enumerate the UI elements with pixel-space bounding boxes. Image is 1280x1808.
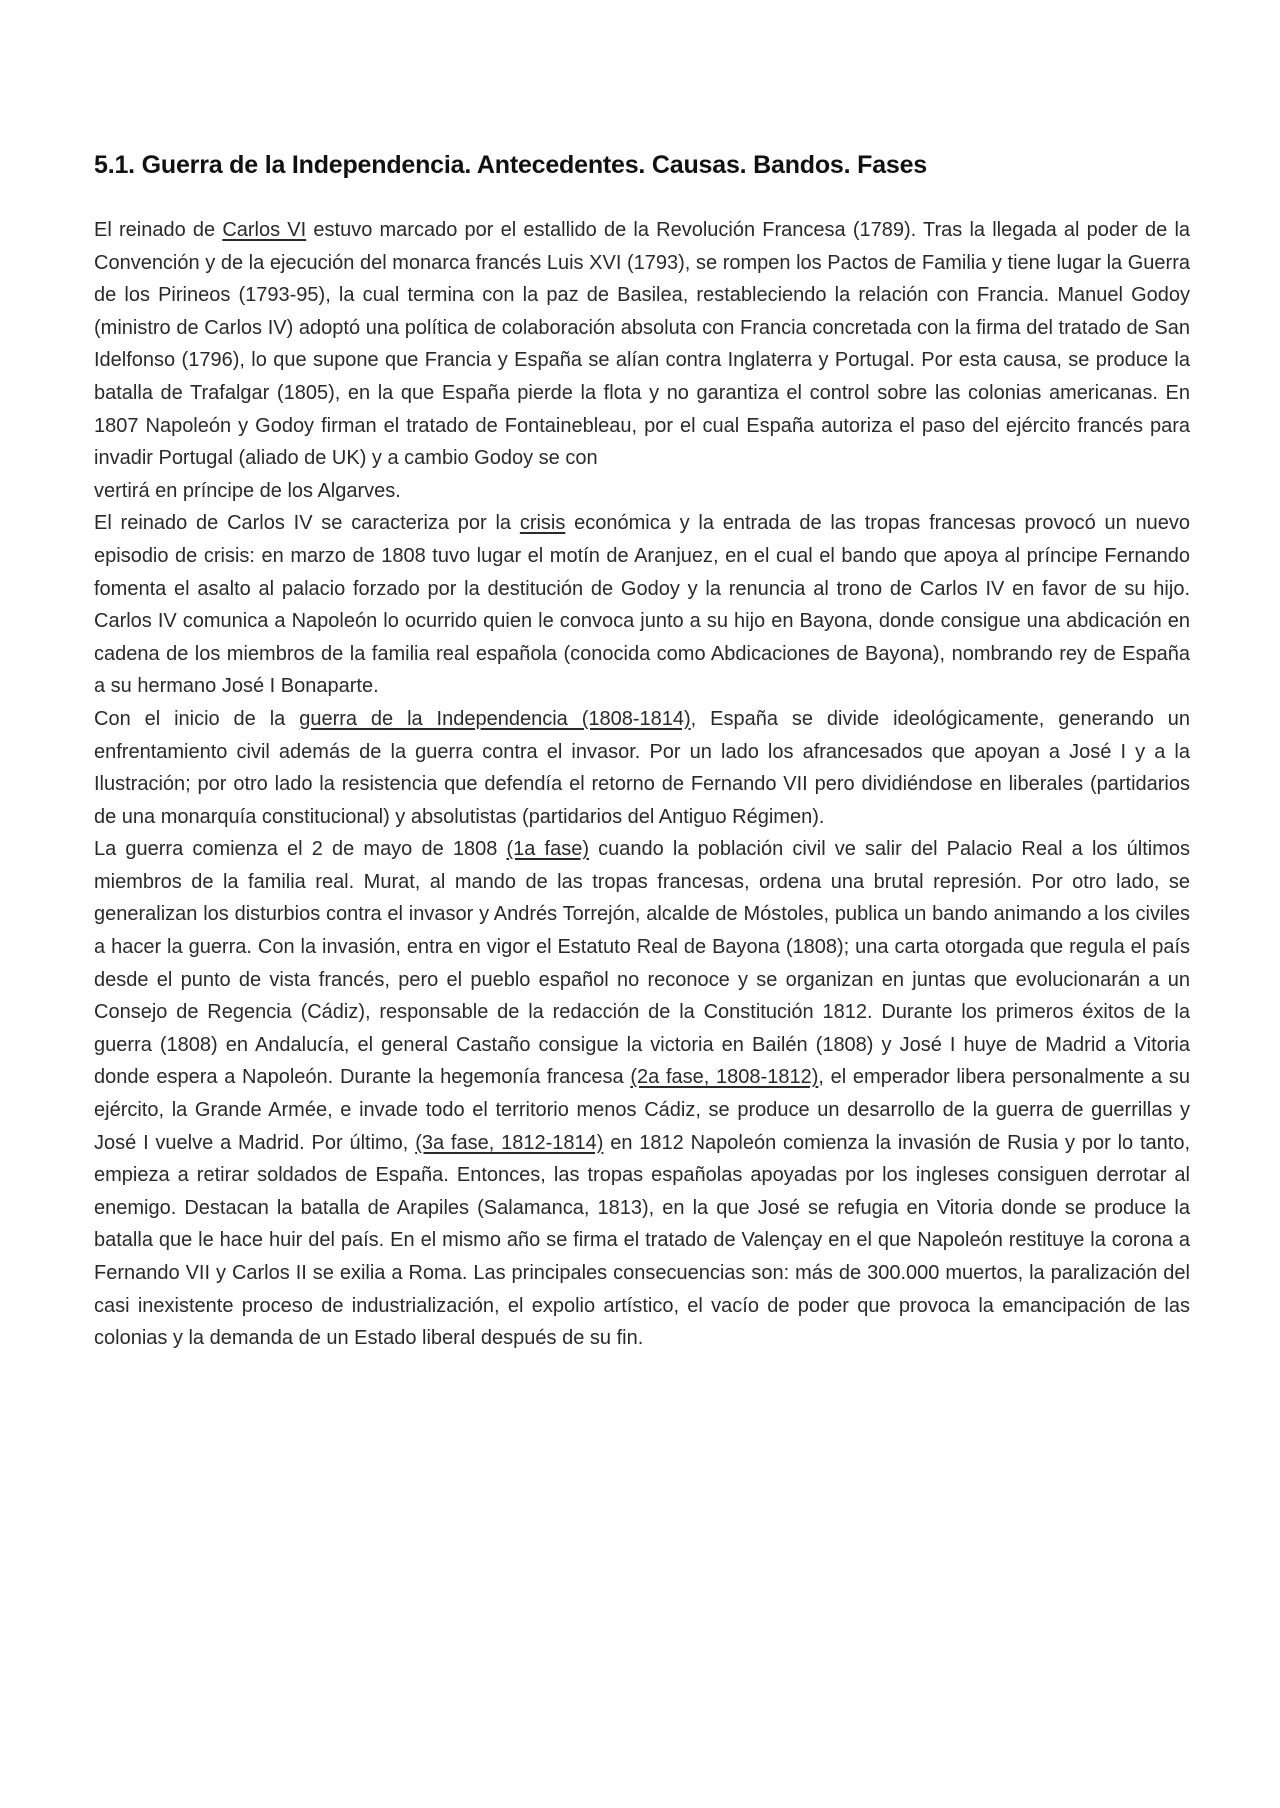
paragraph-text: El reinado de Carlos IV se caracteriza por la <box>94 512 520 535</box>
paragraph-2 <box>94 507 1190 703</box>
paragraph-text: , el emperador libera personalmente a su ejército, la Grande Armée, e invade todo el territorio menos Cádiz, se produce un desarrollo de la guerra de guerrillas y José I vuelve a Madrid. Por último, <box>94 1066 1190 1154</box>
link-carlos-vi[interactable]: Carlos VI <box>222 219 307 241</box>
paragraph-text: , España se divide ideológicamente, generando un enfrentamiento civil además de la guerra contra el invasor. Por un lado los afrancesados que apoyan a José I y a la Ilustración; por otro lado la resistencia que defendía el retorno de Fernando VII pero dividiéndose en liberales (partidarios de una monarquía constitucional) y absolutistas (partidarios del Antiguo Régimen). <box>94 707 1190 828</box>
link-guerra-independencia[interactable]: guerra de la Independencia (1808-1814) <box>299 707 691 730</box>
paragraph-text: estuvo marcado por el estallido de la Revolución Francesa (1789). Tras la llegada al poder de la Convención y de la ejecución del monarca francés Luis XVI (1793), se rompen los Pactos de Familia y tiene lugar la Guerra de los Pirineos (1793-95), la cual termina con la paz de Basilea, restableciendo la relación con Francia. Manuel Godoy (ministro de Carlos IV) adoptó una política de colaboración absoluta con Francia concretada con la firma del tratado de San Idelfonso (1796), lo que supone que Francia y España se alían contra Inglaterra y Portugal. Por esta causa, se produce la batalla de Trafalgar (1805), en la que España pierde la flota y no garantiza el control sobre las colonias americanas. En 1807 Napoleón y Godoy firman el tratado de Fontainebleau, por el cual España autoriza el paso del ejército francés para invadir Portugal (aliado de UK) y a cambio Godoy se con <box>94 219 1191 470</box>
paragraph-text: La guerra comienza el 2 de mayo de 1808 <box>94 838 507 861</box>
paragraph-text: cuando la población civil ve salir del Palacio Real a los últimos miembros de la familia real. Murat, al mando de las tropas francesas, ordena una brutal represión. Por otro lado, se generalizan los disturbios contra el invasor y Andrés Torrejón, alcalde de Móstoles, publica un bando animando a los civiles a hacer la guerra. Con la invasión, entra en vigor el Estatuto Real de Bayona (1808); una carta otorgada que regula el país desde el punto de vista francés, pero el pueblo español no reconoce y se organizan en juntas que evolucionarán a un Consejo de Regencia (Cádiz), responsable de la redacción de la Constitución 1812. Durante los primeros éxitos de la guerra (1808) en Andalucía, el general Castaño consigue la victoria en Bailén (1808) y José I huye de Madrid a Vitoria donde espera a Napoleón. Durante la hegemonía francesa <box>94 838 1190 1089</box>
paragraph-1 <box>94 214 1190 475</box>
paragraph-3 <box>94 703 1190 833</box>
document-title: 5.1. Guerra de la Independencia. Antecedentes. Causas. Bandos. Fases <box>94 151 928 179</box>
paragraph-text: El reinado de <box>94 219 223 241</box>
link-fase-2[interactable]: (2a fase, 1808-1812) <box>630 1066 819 1089</box>
link-fase-1[interactable]: (1a fase) <box>506 838 589 861</box>
paragraph-text: Con el inicio de la <box>94 707 300 730</box>
paragraph-1-tail: vertirá en príncipe de los Algarves. <box>94 479 401 502</box>
link-crisis[interactable]: crisis <box>519 512 566 535</box>
link-fase-3[interactable]: (3a fase, 1812-1814) <box>415 1131 604 1154</box>
paragraph-text: económica y la entrada de las tropas francesas provocó un nuevo episodio de crisis: en marzo de 1808 tuvo lugar el motín de Aranjuez, en el cual el bando que apoya al príncipe Fernando fomenta el asalto al palacio forzado por la destitución de Godoy y la renuncia al trono de Carlos IV en favor de su hijo. Carlos IV comunica a Napoleón lo ocurrido quien le convoca junto a su hijo en Bayona, donde consigue una abdicación en cadena de los miembros de la familia real española (conocida como Abdicaciones de Bayona), nombrando rey de España a su hermano José I Bonaparte. <box>94 512 1190 698</box>
paragraph-4 <box>94 833 1190 1355</box>
document-page <box>94 150 1190 1355</box>
paragraph-text: en 1812 Napoleón comienza la invasión de Rusia y por lo tanto, empieza a retirar soldados de España. Entonces, las tropas españolas apoyadas por los ingleses consiguen derrotar al enemigo. Destacan la batalla de Arapiles (Salamanca, 1813), en la que José se refugia en Vitoria donde se produce la batalla que le hace huir del país. En el mismo año se firma el tratado de Valençay en el que Napoleón restituye la corona a Fernando VII y Carlos II se exilia a Roma. Las principales consecuencias son: más de 300.000 muertos, la paralización del casi inexistente proceso de industrialización, el expolio artístico, el vacío de poder que provoca la emancipación de las colonias y la demanda de un Estado liberal después de su fin. <box>94 1131 1191 1350</box>
document-body <box>94 214 1190 1355</box>
